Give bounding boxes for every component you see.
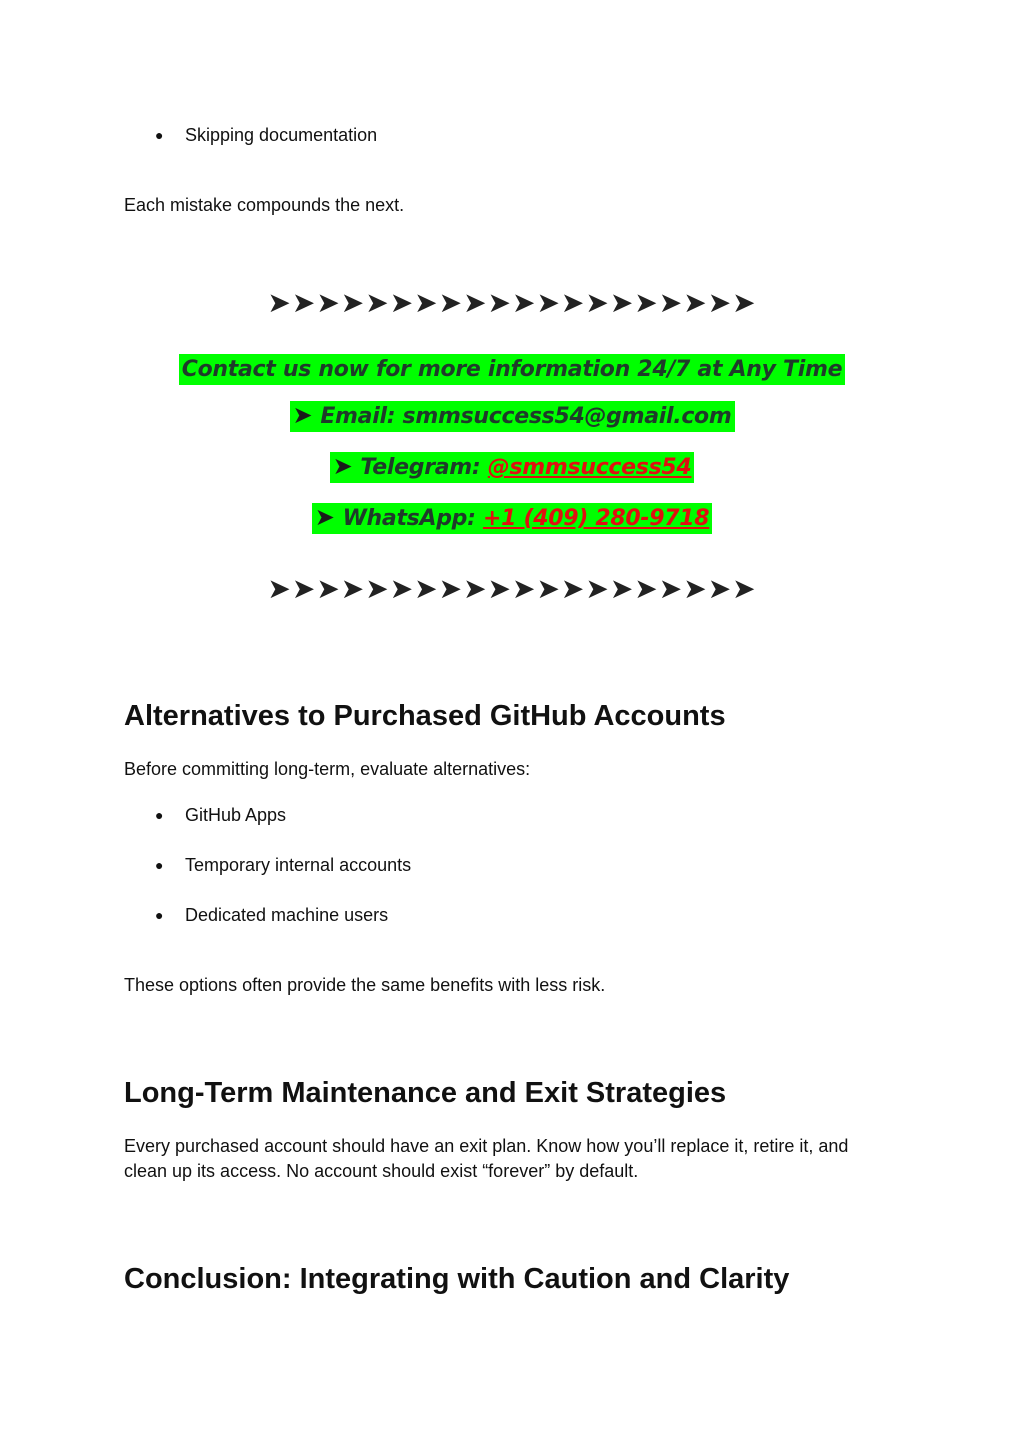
list-item-label: GitHub Apps — [185, 805, 287, 825]
contact-headline — [0, 357, 1024, 382]
contact-email — [0, 401, 1024, 429]
list-item — [155, 904, 388, 926]
paragraph-line: Every purchased account should have an exit plan. Know how you’ll replace it, retire it, and — [124, 1136, 849, 1156]
email-text: Email: smmsuccess54@gmail.com — [320, 404, 732, 429]
list-item-label: Dedicated machine users — [185, 905, 389, 925]
arrow-icon: ➤ — [292, 401, 313, 429]
list-item — [155, 804, 286, 826]
section-heading-conclusion: Conclusion: Integrating with Caution and Clarity — [124, 1263, 790, 1295]
telegram-label: Telegram: — [360, 455, 488, 480]
whatsapp-link[interactable]: +1 (409) 280-9718 — [482, 506, 710, 531]
bullet-icon: ● — [155, 807, 164, 823]
list-item — [155, 124, 377, 146]
section-heading-alternatives: Alternatives to Purchased GitHub Accounts — [124, 700, 726, 732]
arrow-divider-bottom: ➤➤➤➤➤➤➤➤➤➤➤➤➤➤➤➤➤➤➤➤ — [267, 573, 757, 604]
list-item-label: Temporary internal accounts — [185, 855, 412, 875]
bullet-icon: ● — [155, 857, 164, 873]
paragraph: These options often provide the same benefits with less risk. — [124, 975, 606, 995]
contact-headline-text: Contact us now for more information 24/7 at Any Time — [179, 354, 845, 385]
arrow-icon: ➤ — [332, 452, 353, 480]
list-item — [155, 854, 411, 876]
arrow-icon: ➤ — [314, 503, 335, 531]
telegram-link[interactable]: @smmsuccess54 — [487, 455, 692, 480]
contact-whatsapp — [0, 503, 1024, 531]
bullet-icon: ● — [155, 127, 164, 143]
section-heading-maintenance: Long-Term Maintenance and Exit Strategies — [124, 1077, 727, 1109]
paragraph: Each mistake compounds the next. — [124, 195, 405, 215]
paragraph: Before committing long-term, evaluate alternatives: — [124, 759, 531, 779]
paragraph-line: clean up its access. No account should exist “forever” by default. — [124, 1161, 639, 1181]
contact-telegram — [0, 452, 1024, 480]
arrow-divider-top: ➤➤➤➤➤➤➤➤➤➤➤➤➤➤➤➤➤➤➤➤ — [267, 287, 757, 318]
list-item-label: Skipping documentation — [185, 125, 378, 145]
bullet-icon: ● — [155, 907, 164, 923]
whatsapp-label: WhatsApp: — [342, 506, 483, 531]
